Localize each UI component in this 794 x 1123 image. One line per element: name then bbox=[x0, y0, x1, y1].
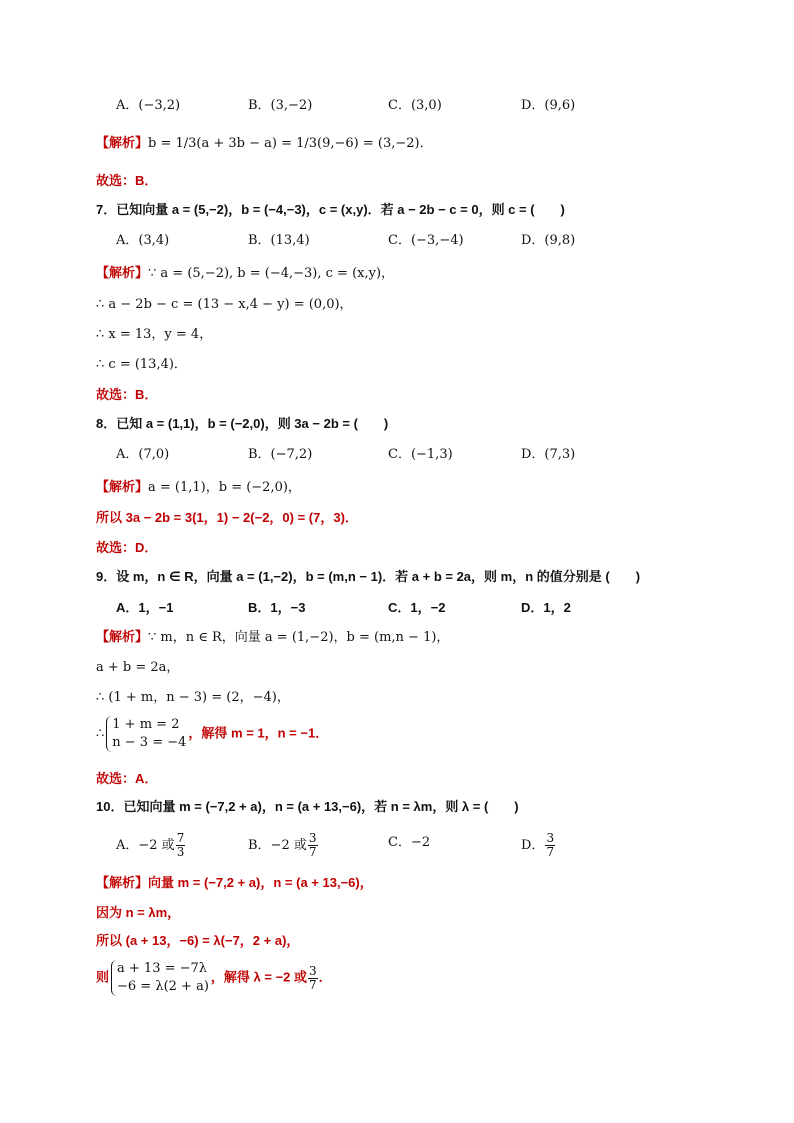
analysis-label: 【解析】 bbox=[96, 875, 149, 890]
fraction bbox=[308, 965, 318, 992]
q8-option-a: A．(7,0) bbox=[116, 447, 170, 462]
equation-brace bbox=[111, 960, 209, 996]
q7-option-b: B．(13,4) bbox=[248, 233, 310, 248]
q7-option-a: A．(3,4) bbox=[116, 233, 170, 248]
q8-option-b: B．(−7,2) bbox=[248, 447, 313, 462]
analysis-label: 【解析】 bbox=[96, 135, 149, 150]
q9-option-d: D．1，2 bbox=[521, 600, 571, 615]
q10-equation-system bbox=[96, 960, 332, 996]
q6-option-b: B．(3,−2) bbox=[248, 98, 313, 113]
option-text: A．−2 或 bbox=[116, 838, 175, 853]
equation-line-1: 1 + m = 2 bbox=[112, 717, 180, 732]
q6-options bbox=[0, 95, 794, 117]
q9-option-a: A．1，−1 bbox=[116, 600, 174, 615]
q9-option-b: B．1，−3 bbox=[248, 600, 306, 615]
q9-analysis-line-1 bbox=[96, 627, 449, 648]
q8-analysis-line-2: 所以 3a − 2b = 3(1，1) − 2(−2，0) = (7，3)． bbox=[96, 510, 358, 525]
analysis-label: 【解析】 bbox=[96, 629, 149, 644]
q6-answer: 故选：B． bbox=[96, 173, 158, 188]
q6-option-d: D．(9,6) bbox=[521, 98, 576, 113]
q7-analysis-line-1 bbox=[96, 263, 394, 284]
q9-stem: 9．设 m，n ∈ R，向量 a = (1,−2)，b = (m,n − 1)．若 a + b = 2a，则 m，n 的值分别是 ( ) bbox=[96, 569, 641, 584]
analysis-label: 【解析】 bbox=[96, 265, 149, 280]
q10-options bbox=[0, 832, 794, 866]
period: ． bbox=[318, 969, 332, 985]
q9-analysis-text-1: ∵ m，n ∈ R，向量 a = (1,−2)，b = (m,n − 1)， bbox=[148, 630, 450, 645]
q7-analysis-line-2: ∴ a − 2b − c = (13 − x,4 − y) = (0,0)， bbox=[96, 297, 353, 312]
q7-analysis-line-3: ∴ x = 13，y = 4， bbox=[96, 327, 213, 342]
q10-option-b bbox=[248, 832, 319, 859]
equation-line-1: a + 13 = −7λ bbox=[117, 961, 208, 976]
q8-options bbox=[0, 444, 794, 466]
q9-options bbox=[0, 597, 794, 619]
numerator: 3 bbox=[308, 831, 317, 845]
equation-line-2: n − 3 = −4 bbox=[112, 735, 187, 750]
q7-analysis-line-4: ∴ c = (13,4)． bbox=[96, 357, 187, 372]
q9-answer: 故选：A． bbox=[96, 771, 158, 786]
q10-option-d bbox=[521, 832, 556, 859]
q9-analysis-line-2: a + b = 2a， bbox=[96, 660, 180, 675]
fraction bbox=[308, 832, 318, 859]
denominator: 7 bbox=[309, 977, 317, 992]
q7-option-d: D．(9,8) bbox=[521, 233, 576, 248]
equation-brace bbox=[106, 716, 186, 752]
fraction bbox=[176, 832, 186, 859]
q9-equation-system bbox=[96, 716, 328, 752]
q7-options bbox=[0, 230, 794, 252]
therefore-symbol: ∴ bbox=[96, 726, 105, 742]
numerator: 7 bbox=[176, 831, 185, 845]
then-word: 则 bbox=[96, 969, 110, 985]
q10-option-c: C．−2 bbox=[388, 835, 431, 850]
analysis-label: 【解析】 bbox=[96, 479, 149, 494]
option-text: D． bbox=[521, 838, 545, 853]
q7-option-c: C．(−3,−4) bbox=[388, 233, 464, 248]
q6-analysis bbox=[96, 133, 433, 154]
denominator: 7 bbox=[308, 845, 317, 859]
q6-option-c: C．(3,0) bbox=[388, 98, 442, 113]
q8-answer: 故选：D． bbox=[96, 540, 158, 555]
q10-analysis-line-3: 所以 (a + 13，−6) = λ(−7，2 + a)， bbox=[96, 933, 300, 948]
q10-analysis-line-1 bbox=[96, 873, 373, 894]
q8-analysis-line-1 bbox=[96, 477, 301, 498]
equation-line-2: −6 = λ(2 + a) bbox=[117, 979, 209, 994]
q8-option-d: D．(7,3) bbox=[521, 447, 576, 462]
q6-analysis-text: b = 1/3(a + 3b − a) = 1/3(9,−6) = (3,−2)． bbox=[148, 136, 433, 151]
denominator: 3 bbox=[176, 845, 185, 859]
q8-option-c: C．(−1,3) bbox=[388, 447, 453, 462]
denominator: 7 bbox=[546, 845, 555, 859]
q10-stem: 10．已知向量 m = (−7,2 + a)，n = (a + 13,−6)，若 n = λm，则 λ = ( ) bbox=[96, 799, 519, 814]
q7-stem: 7．已知向量 a = (5,−2)，b = (−4,−3)，c = (x,y)．若 a − 2b − c = 0，则 c = ( ) bbox=[96, 202, 565, 217]
q10-solution: ，解得 λ = −2 或 bbox=[210, 969, 307, 985]
q6-option-a: A．(−3,2) bbox=[116, 98, 181, 113]
q9-analysis-line-3: ∴ (1 + m，n − 3) = (2，−4)， bbox=[96, 690, 290, 705]
q10-option-a bbox=[116, 832, 186, 859]
q9-solution: ，解得 m = 1，n = −1． bbox=[188, 725, 329, 741]
q10-analysis-line-2: 因为 n = λm， bbox=[96, 905, 181, 920]
q9-option-c: C．1，−2 bbox=[388, 600, 446, 615]
q7-analysis-text-1: ∵ a = (5,−2), b = (−4,−3), c = (x,y)， bbox=[148, 266, 395, 281]
option-text: B．−2 或 bbox=[248, 838, 307, 853]
q8-analysis-text-1: a = (1,1)，b = (−2,0)， bbox=[148, 480, 301, 495]
q7-answer: 故选：B． bbox=[96, 387, 158, 402]
numerator: 3 bbox=[546, 831, 555, 845]
numerator: 3 bbox=[309, 963, 317, 978]
fraction bbox=[545, 832, 555, 859]
q8-stem: 8．已知 a = (1,1)，b = (−2,0)，则 3a − 2b = ( ) bbox=[96, 416, 389, 431]
q10-analysis-text-1: 向量 m = (−7,2 + a)，n = (a + 13,−6)， bbox=[148, 875, 373, 890]
